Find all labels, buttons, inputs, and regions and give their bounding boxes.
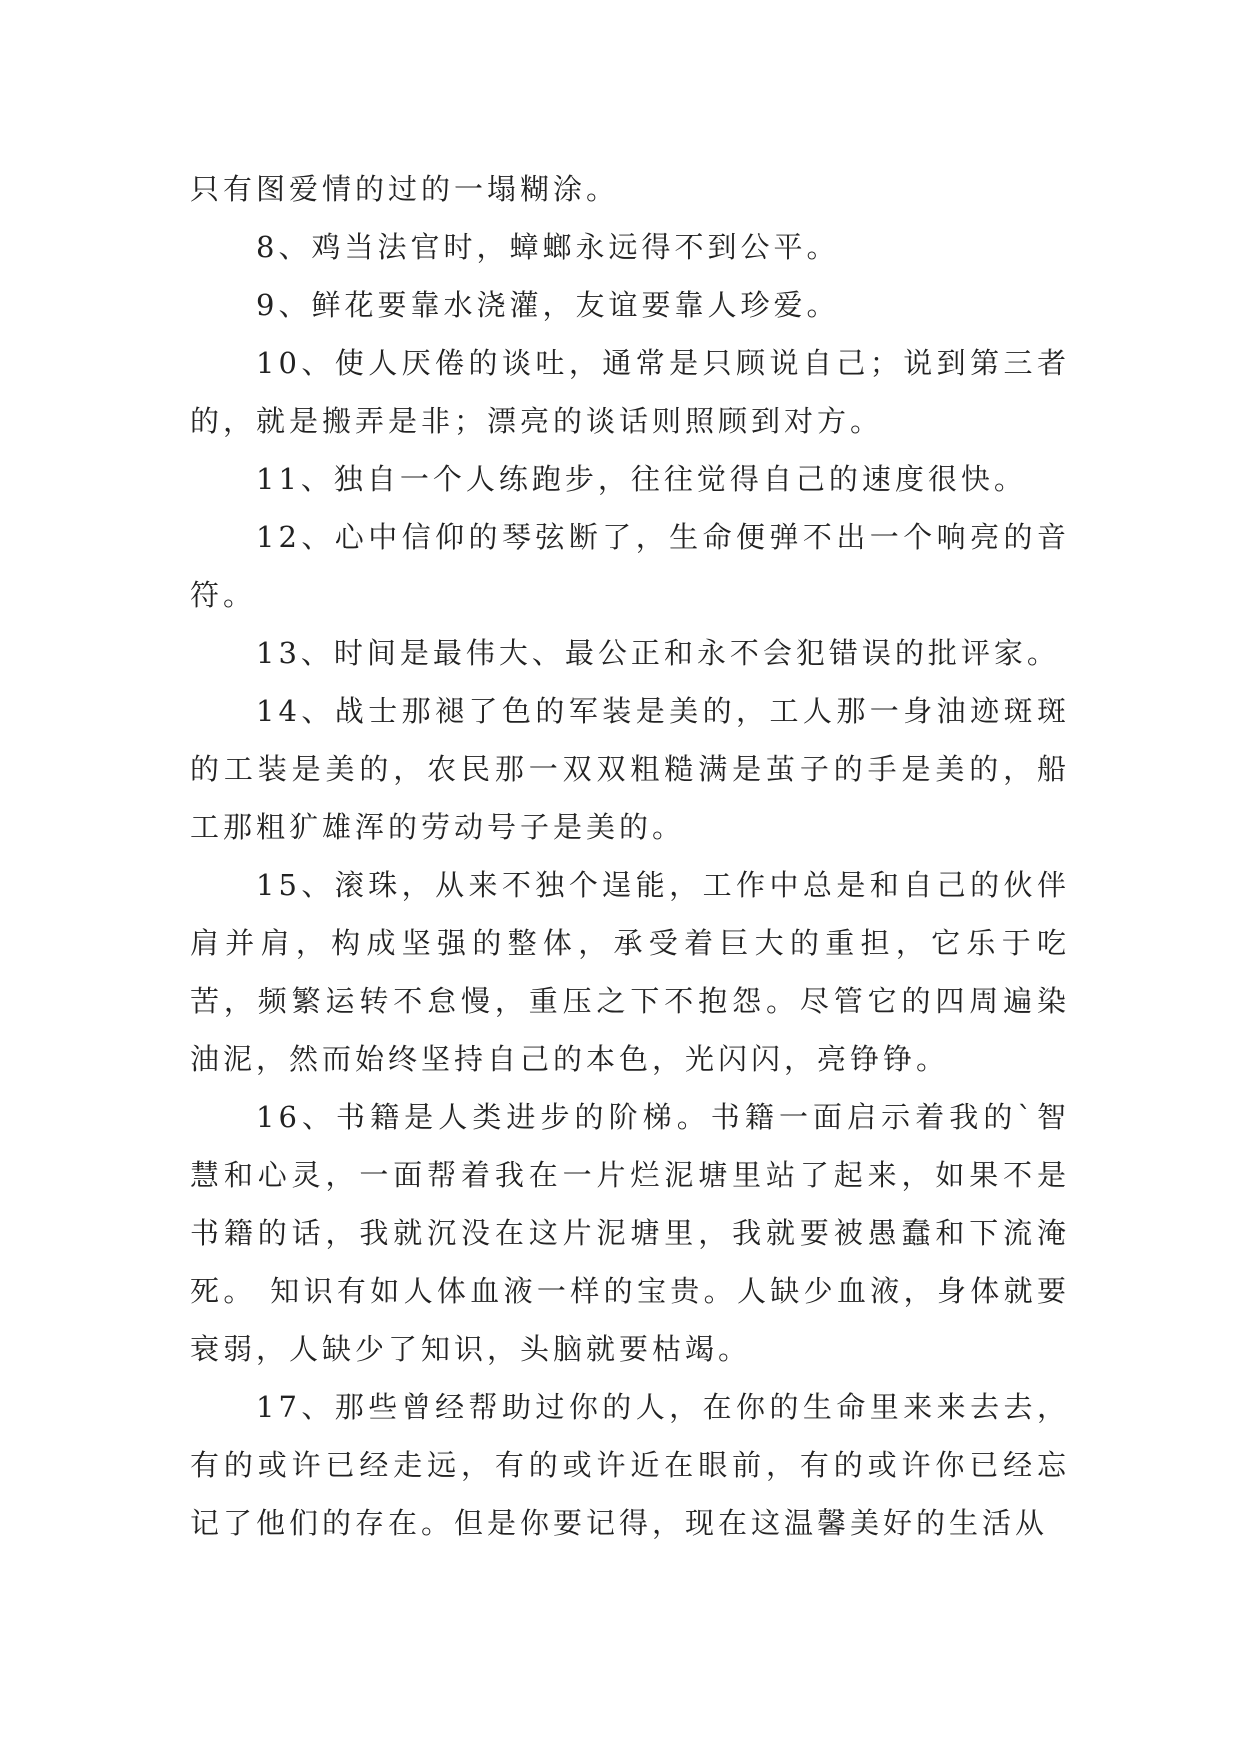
- document-body: [190, 160, 1070, 1552]
- paragraph-14: 14、战士那褪了色的军装是美的，工人那一身油迹斑斑的工装是美的，农民那一双双粗糙满是茧子的手是美的，船工那粗犷雄浑的劳动号子是美的。: [190, 694, 1070, 844]
- paragraph-16: 16、书籍是人类进步的阶梯。书籍一面启示着我的`智慧和心灵，一面帮着我在一片烂泥塘里站了起来，如果不是书籍的话，我就沉没在这片泥塘里，我就要被愚蠢和下流淹死。 知识有如人体血液一样的宝贵。人缺少血液，身体就要衰弱，人缺少了知识，头脑就要枯竭。: [190, 1100, 1070, 1366]
- paragraph-15: 15、滚珠，从来不独个逞能，工作中总是和自己的伙伴肩并肩，构成坚强的整体，承受着巨大的重担，它乐于吃苦，频繁运转不怠慢，重压之下不抱怨。尽管它的四周遍染油泥，然而始终坚持自己的本色，光闪闪，亮铮铮。: [190, 868, 1070, 1076]
- paragraph-13: 13、时间是最伟大、最公正和永不会犯错误的批评家。: [256, 636, 1060, 670]
- paragraph-continuation: 只有图爱情的过的一塌糊涂。: [190, 172, 620, 206]
- paragraph-9: 9、鲜花要靠水浇灌，友谊要靠人珍爱。: [256, 288, 840, 322]
- paragraph-11: 11、独自一个人练跑步，往往觉得自己的速度很快。: [256, 462, 1027, 496]
- paragraph-10: 10、使人厌倦的谈吐，通常是只顾说自己；说到第三者的，就是搬弄是非；漂亮的谈话则照顾到对方。: [190, 346, 1070, 438]
- paragraph-8: 8、鸡当法官时，蟑螂永远得不到公平。: [256, 230, 840, 264]
- paragraph-17: 17、那些曾经帮助过你的人，在你的生命里来来去去，有的或许已经走远，有的或许近在眼前，有的或许你已经忘记了他们的存在。但是你要记得，现在这温馨美好的生活从: [190, 1390, 1070, 1540]
- paragraph-12: 12、心中信仰的琴弦断了，生命便弹不出一个响亮的音符。: [190, 520, 1070, 612]
